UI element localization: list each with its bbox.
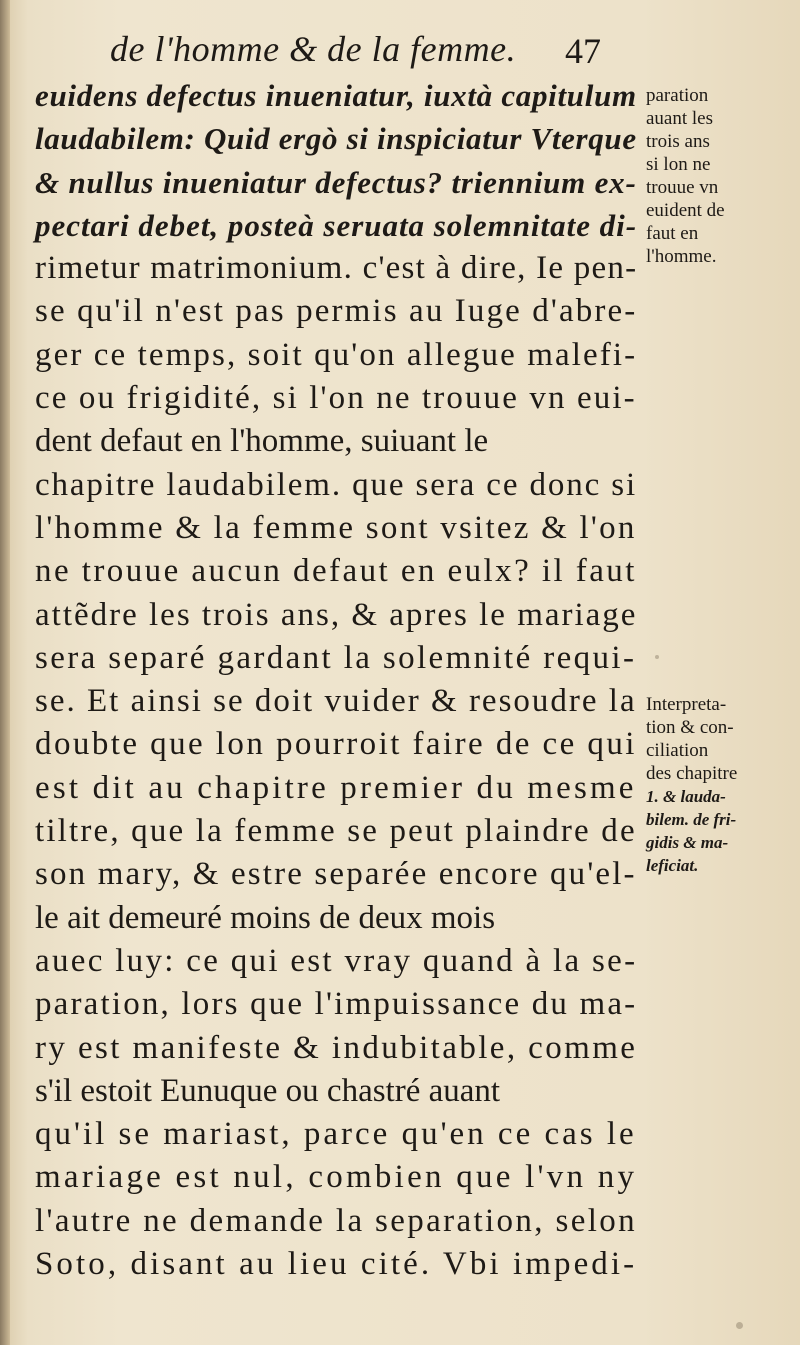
text-line: ne trouue aucun defaut en eulx? il faut [35, 553, 637, 590]
text-line: Soto, disant au lieu cité. Vbi impedi- [35, 1246, 638, 1283]
margin-note-line: Interpreta- [646, 694, 727, 715]
text-line: rimetur matrimonium. c'est à dire, Ie pen- [35, 250, 638, 287]
text-line: auec luy: ce qui est vray quand à la se- [35, 942, 638, 979]
text-line: qu'il se mariast, parce qu'en ce cas le [35, 1116, 637, 1153]
paper-speck [736, 1322, 743, 1329]
page-gutter [0, 0, 10, 1345]
text-line: chapitre laudabilem. que sera ce donc si [35, 466, 638, 503]
text-line: attẽdre les trois ans, & apres le mariage [35, 596, 638, 633]
text-line: dent defaut en l'homme, suiuant le [35, 423, 489, 460]
text-line: ce ou frigidité, si l'on ne trouue vn eui- [35, 380, 637, 417]
margin-note-line: euident de [646, 200, 725, 221]
running-head: de l'homme & de la femme. [110, 29, 517, 69]
text-line: laudabilem: Quid ergò si inspiciatur Vterque [35, 121, 637, 157]
text-line: s'il estoit Eunuque ou chastré auant [35, 1072, 501, 1109]
text-line: se qu'il n'est pas permis au Iuge d'abre- [35, 293, 638, 330]
paper-speck [655, 655, 659, 659]
margin-note-line: 1. & lauda- [646, 787, 726, 806]
margin-note-line: trois ans [646, 131, 710, 152]
margin-note-line: tion & con- [646, 717, 734, 738]
text-line: ry est manifeste & indubitable, comme [35, 1029, 638, 1066]
page-number: 47 [565, 31, 601, 71]
text-line: sera separé gardant la solemnité requi- [35, 639, 637, 676]
margin-note-line: bilem. de fri- [646, 810, 737, 829]
margin-note-line: des chapitre [646, 763, 738, 784]
text-line: paration, lors que l'impuissance du ma- [35, 986, 638, 1023]
text-line: & nullus inueniatur defectus? triennium ex- [35, 164, 637, 200]
text-line: se. Et ainsi se doit vuider & resoudre la [35, 683, 637, 720]
main-text-block [35, 74, 640, 1286]
margin-note-separation [646, 84, 796, 268]
text-line: l'autre ne demande la separation, selon [35, 1202, 637, 1239]
text-line: son mary, & estre separée encore qu'el- [35, 856, 637, 893]
text-line: ger ce temps, soit qu'on allegue malefi- [35, 336, 638, 373]
page-header [110, 18, 650, 78]
text-line: le ait demeuré moins de deux mois [35, 899, 496, 936]
margin-note-line: paration [646, 85, 709, 106]
margin-note-line: auant les [646, 108, 714, 129]
text-line: euidens defectus inueniatur, iuxtà capitulum [35, 78, 637, 113]
text-line: tiltre, que la femme se peut plaindre de [35, 813, 637, 850]
margin-note-interpretation [646, 693, 796, 877]
margin-note-line: ciliation [646, 740, 709, 761]
text-line: est dit au chapitre premier du mesme [35, 769, 637, 806]
margin-note-line: faut en [646, 223, 699, 244]
margin-note-line: gidis & ma- [646, 833, 729, 852]
margin-note-line: leficiat. [646, 856, 699, 875]
text-line: mariage est nul, combien que l'vn ny [35, 1159, 638, 1196]
text-line: doubte que lon pourroit faire de ce qui [35, 726, 637, 763]
margin-note-line: trouue vn [646, 177, 719, 198]
text-line: pectari debet, posteà seruata solemnitate di- [35, 207, 638, 243]
margin-note-line: l'homme. [646, 246, 717, 267]
text-line: l'homme & la femme sont vsitez & l'on [35, 509, 637, 546]
margin-note-line: si lon ne [646, 154, 711, 175]
